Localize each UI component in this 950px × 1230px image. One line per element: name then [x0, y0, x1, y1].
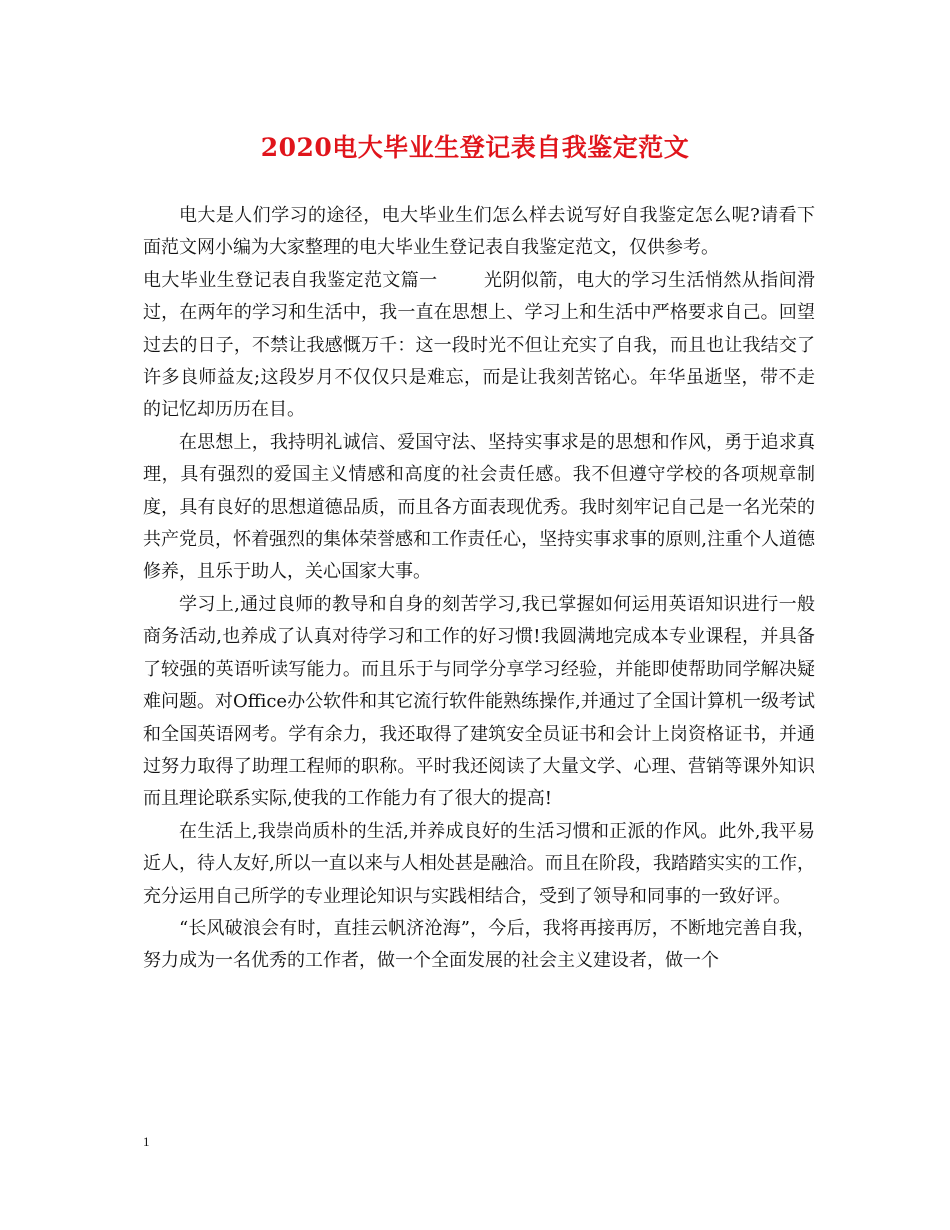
section-first-paragraph: 光阴似箭，电大的学习生活悄然从指间滑过，在两年的学习和生活中，我一直在思想上、学习上和生活中严格要求自己。回望过去的日子，不禁让我感慨万千：这一段时光不但让充实了自我，而且也让我结交了许多良师益友;这段岁月不仅仅只是难忘，而是让我刻苦铭心。年华虽逝坚，带不走的记忆却历历在目。 — [143, 269, 816, 421]
paragraph-future: “长风破浪会有时，直挂云帆济沧海”，今后，我将再接再厉，不断地完善自我，努力成为一名优秀的工作者，做一个全面发展的社会主义建设者，做一个 — [143, 917, 815, 972]
document-title: 2020电大毕业生登记表自我鉴定范文 — [260, 133, 690, 162]
paragraph-study: 学习上,通过良师的教导和自身的刻苦学习,我已掌握如何运用英语知识进行一般商务活动,也养成了认真对待学习和工作的好习惯!我圆满地完成本专业课程，并具备了较强的英语听读写能力。而且乐于与同学分享学习经验，并能即使帮助同学解决疑难问题。对Office办公软件和其它流行软件能熟练操作,并通过了全国计算机一级考试和全国英语网考。学有余力，我还取得了建筑安全员证书和会计上岗资格证书，并通过努力取得了助理工程师的职称。平时我还阅读了大量文学、心理、营销等课外知识而且理论联系实际,使我的工作能力有了很大的提高! — [143, 593, 815, 810]
page-number: 1 — [143, 1134, 150, 1149]
section-heading: 电大毕业生登记表自我鉴定范文篇一 — [143, 269, 438, 291]
paragraph-thought: 在思想上，我持明礼诚信、爱国守法、坚持实事求是的思想和作风，勇于追求真理，具有强烈的爱国主义情感和高度的社会责任感。我不但遵守学校的各项规章制度，具有良好的思想道德品质，而且各方面表现优秀。我时刻牢记自己是一名光荣的共产党员，怀着强烈的集体荣誉感和工作责任心，坚持实事求事的原则,注重个人道德修养，且乐于助人，关心国家大事。 — [143, 431, 815, 583]
section-paragraph — [143, 265, 815, 427]
document-body — [143, 200, 815, 978]
intro-paragraph: 电大是人们学习的途径，电大毕业生们怎么样去说写好自我鉴定怎么呢?请看下面范文网小编为大家整理的电大毕业生登记表自我鉴定范文，仅供参考。 — [143, 205, 815, 259]
paragraph-life: 在生活上,我崇尚质朴的生活,并养成良好的生活习惯和正派的作风。此外,我平易近人，待人友好,所以一直以来与人相处甚是融洽。而且在阶段，我踏踏实实的工作，充分运用自己所学的专业理论知识与实践相结合，受到了领导和同事的一致好评。 — [143, 820, 815, 907]
